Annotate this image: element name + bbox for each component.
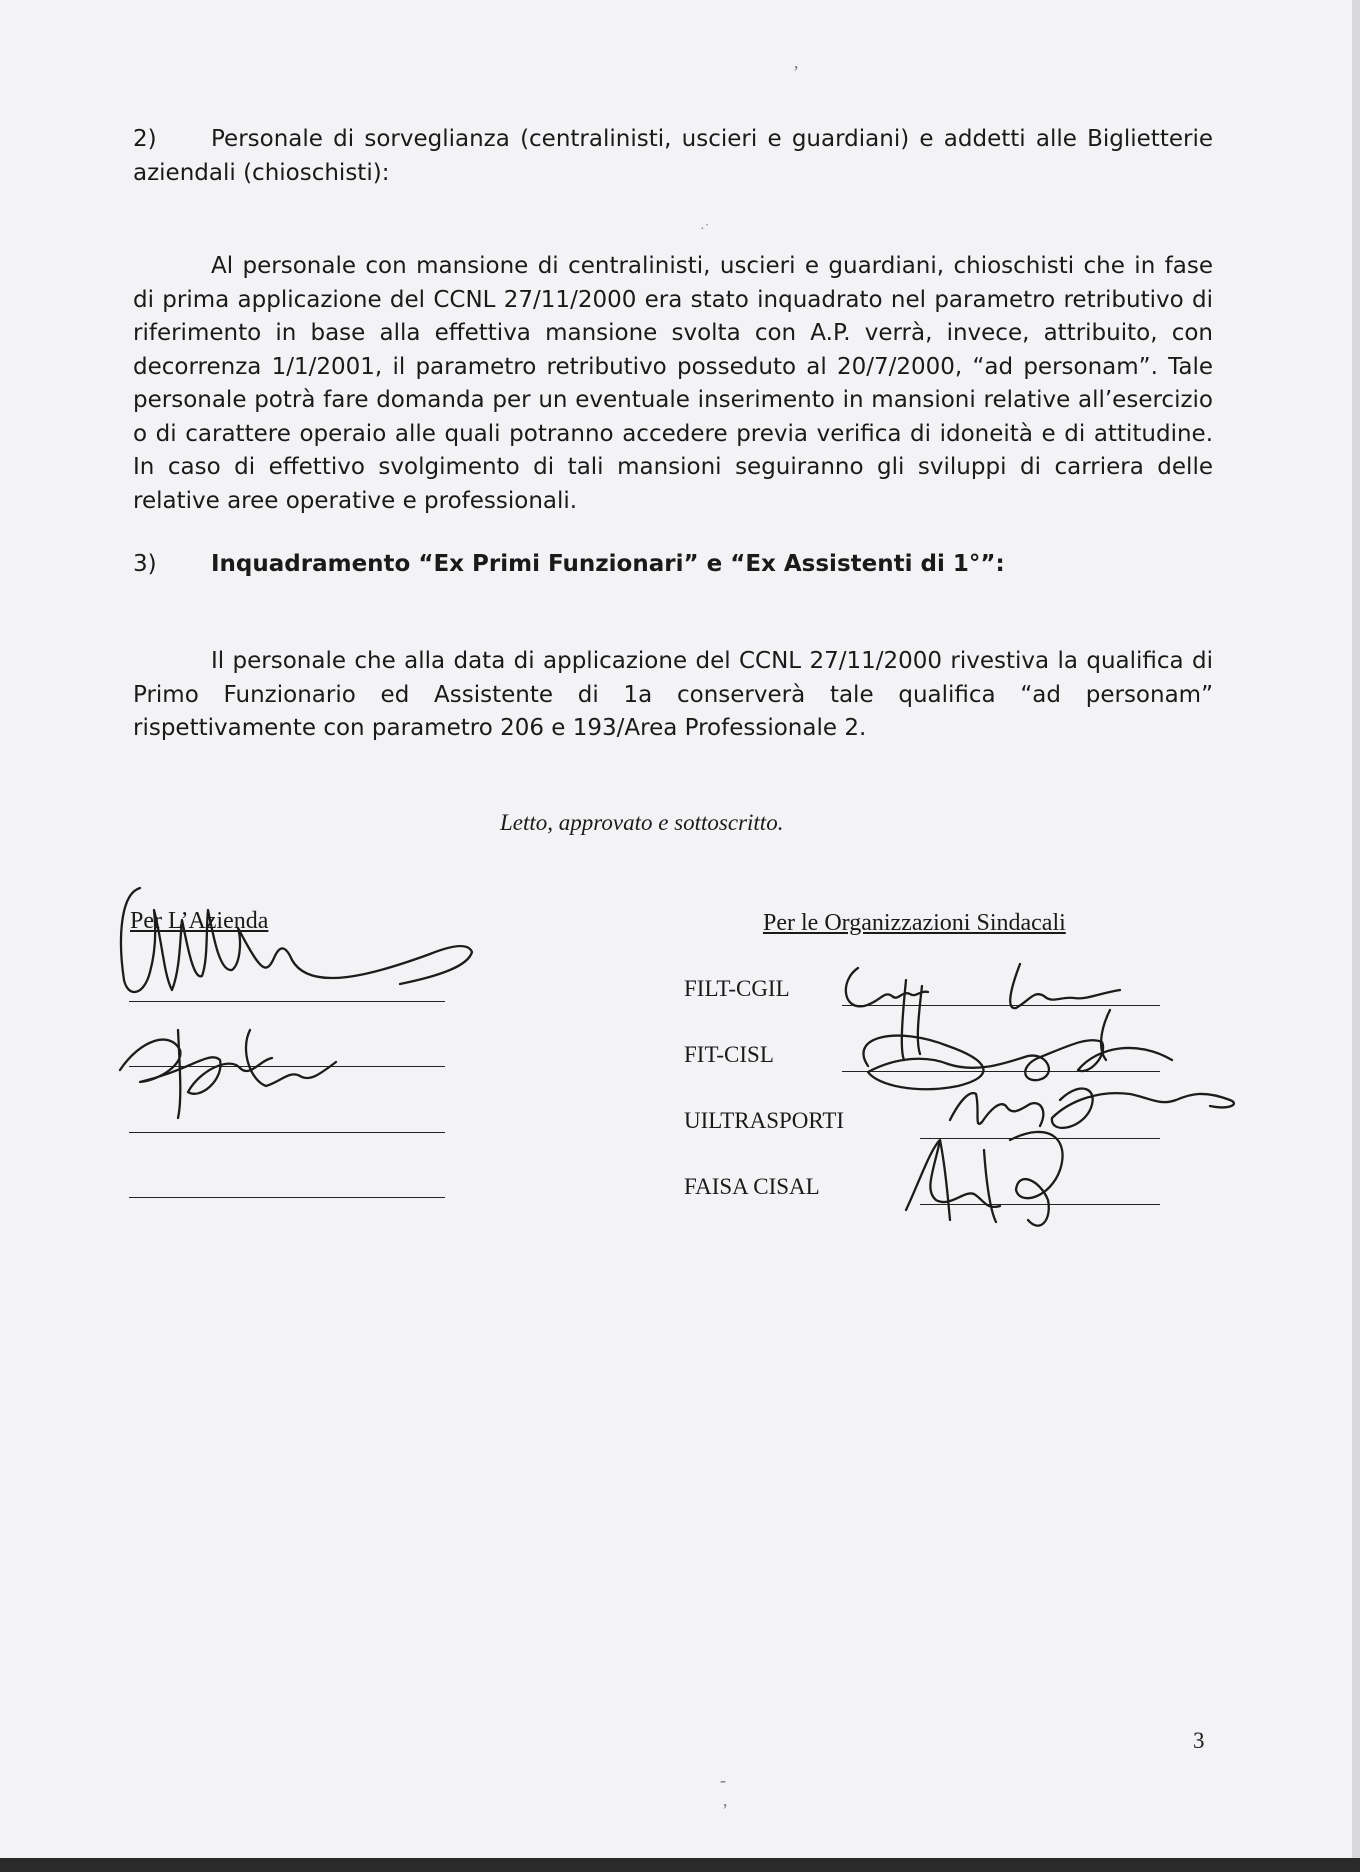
scan-edge: [1352, 0, 1360, 1872]
scan-edge: [0, 1858, 1360, 1872]
closing-formula: Letto, approvato e sottoscritto.: [500, 810, 784, 835]
section-title: Personale di sorveglianza (centralinisti, uscieri e guardiani) e addetti alle Biglietterie aziendali (chioschisti):: [133, 126, 1213, 186]
union-name: FIT-CISL: [684, 1042, 774, 1067]
union-name: FAISA CISAL: [684, 1174, 820, 1199]
unions-signature-label: Per le Organizzazioni Sindacali: [763, 910, 1066, 936]
scan-mark: ʼ: [793, 62, 799, 82]
union-name: FILT-CGIL: [684, 976, 790, 1001]
scan-mark: -: [720, 1770, 726, 1790]
section-paragraph: Al personale con mansione di centralinisti, uscieri e guardiani, chioschisti che in fase di prima applicazione del CCNL 27/11/2000 era stato inquadrato nel parametro retributivo di riferimento in base alla effettiva mansione svolta con A.P. verrà, invece, attribuito, con decorrenza 1/1/2001, il parametro retributivo posseduto al 20/7/2000, “ad personam”. Tale personale potrà fare domanda per un eventuale inserimento in mansioni relative all’esercizio o di carattere operaio alle quali potranno accedere previa verifica di idoneità e di attitudine. In caso di effettivo svolgimento di tali mansioni seguiranno gli sviluppi di carriera delle relative aree operative e professionali.: [133, 253, 1213, 514]
section-paragraph: Il personale che alla data di applicazione del CCNL 27/11/2000 rivestiva la qualifica di Primo Funzionario ed Assistente di 1a conserverà tale qualifica “ad personam” rispettivamente con parametro 206 e 193/Area Professionale 2.: [133, 648, 1213, 741]
company-signature-line: [129, 1132, 445, 1133]
section-heading: [133, 547, 1213, 581]
page-number: 3: [1193, 1728, 1205, 1753]
section-heading: [133, 122, 1213, 190]
union-signature-4: [900, 1110, 1120, 1240]
company-signature-line: [129, 1197, 445, 1198]
company-signature-label: Per L’Azienda: [130, 908, 269, 934]
union-name: UILTRASPORTI: [684, 1108, 845, 1133]
scan-mark: ·˙: [700, 222, 710, 237]
section-number: 3): [133, 551, 157, 577]
section-number: 2): [133, 126, 157, 152]
section-title: Inquadramento “Ex Primi Funzionari” e “Ex Assistenti di 1°”:: [211, 551, 1005, 577]
scan-mark: ʼ: [722, 1800, 728, 1820]
company-signature-2: [100, 1000, 360, 1120]
